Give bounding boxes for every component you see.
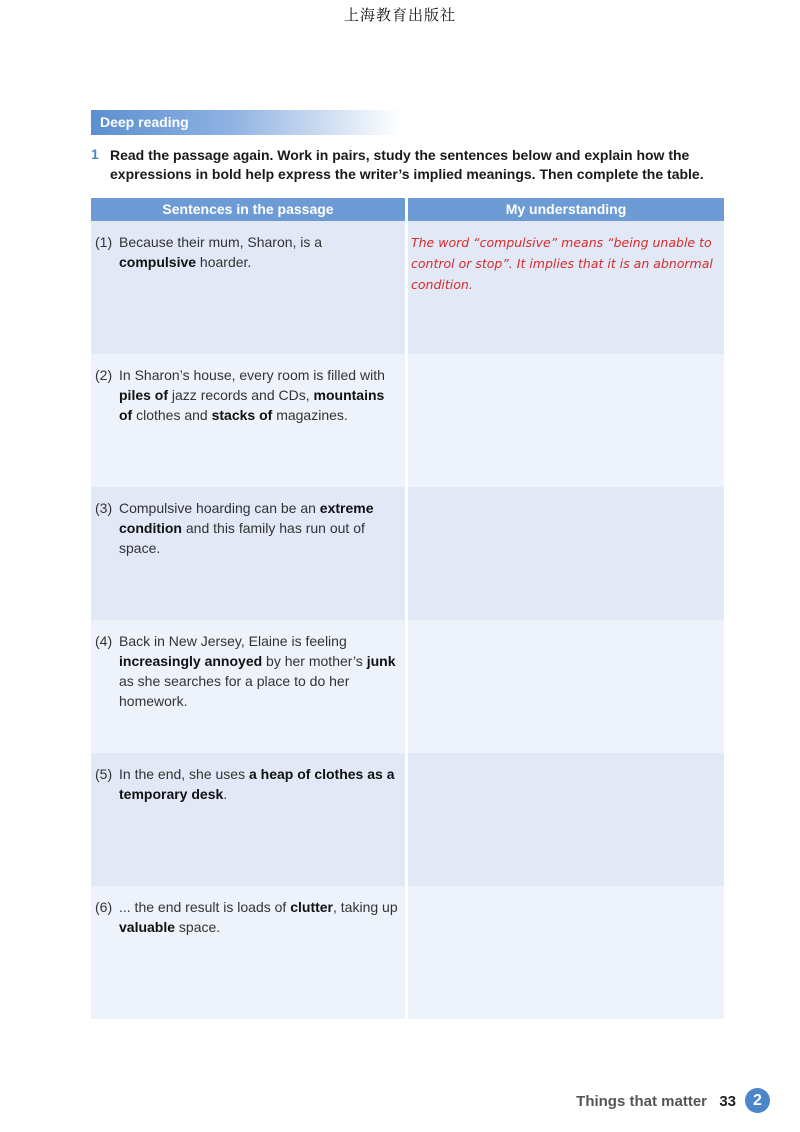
answer-text: The word “compulsive” means “being unable to control or stop”. It implies that it is an abnormal condition. xyxy=(411,235,713,292)
sentence-fragment: In the end, she uses xyxy=(119,766,249,782)
sentence-text xyxy=(119,365,401,487)
bold-expression: compulsive xyxy=(119,254,197,270)
bold-expression: a heap of clothes as a temporary desk xyxy=(119,766,395,802)
sentence-fragment: , taking up xyxy=(333,899,398,915)
header-sentences: Sentences in the passage xyxy=(91,198,405,221)
sentence-text xyxy=(119,631,401,753)
sentence-fragment: . xyxy=(223,786,228,802)
sentence-fragment: as she searches for a place to do her homework. xyxy=(119,673,350,709)
sentence-cell xyxy=(91,886,405,1019)
publisher-header: 上海教育出版社 xyxy=(343,6,456,24)
understanding-cell[interactable] xyxy=(408,886,724,1019)
understanding-cell[interactable] xyxy=(408,487,724,620)
table-row xyxy=(91,354,724,487)
row-number: (2) xyxy=(95,367,113,383)
section-banner xyxy=(91,110,401,135)
row-number: (5) xyxy=(95,766,113,782)
table-row xyxy=(91,620,724,753)
table-body xyxy=(91,221,724,1019)
bold-expression: clutter xyxy=(290,899,334,915)
instruction-text: Read the passage again. Work in pairs, study the sentences below and explain how the expressions in bold help express the writer’s implied meanings. Then complete the table. xyxy=(110,147,704,182)
sentence-table xyxy=(91,198,724,1019)
sentence-fragment: by her mother’s xyxy=(262,653,367,669)
sentence-fragment: and this family has run out of space. xyxy=(119,520,365,556)
sentence-fragment: In Sharon’s house, every room is filled with xyxy=(119,367,385,383)
understanding-cell[interactable] xyxy=(408,620,724,753)
sentence-text xyxy=(119,897,401,1019)
table-row xyxy=(91,221,724,354)
sentence-cell xyxy=(91,487,405,620)
bold-expression: piles of xyxy=(119,387,169,403)
instruction-number: 1 xyxy=(91,146,99,162)
row-number: (1) xyxy=(95,234,113,250)
sentence-text xyxy=(119,498,401,620)
sentence-fragment: Compulsive hoarding can be an xyxy=(119,500,320,516)
sentence-text xyxy=(119,232,401,354)
sentence-cell xyxy=(91,620,405,753)
page-footer xyxy=(520,1088,770,1118)
sentence-fragment: magazines. xyxy=(272,407,348,423)
sentence-cell xyxy=(91,354,405,487)
table-header xyxy=(91,198,724,221)
understanding-cell[interactable] xyxy=(408,221,724,354)
header-understanding: My understanding xyxy=(408,198,724,221)
unit-badge: 2 xyxy=(745,1088,770,1113)
sentence-fragment: space. xyxy=(175,919,221,935)
row-number: (4) xyxy=(95,633,113,649)
bold-expression: valuable xyxy=(119,919,176,935)
sentence-fragment: clothes and xyxy=(132,407,212,423)
bold-expression: mountains of xyxy=(119,387,385,423)
footer-title: Things that matter xyxy=(576,1093,707,1110)
sentence-fragment: Back in New Jersey, Elaine is feeling xyxy=(119,633,347,649)
bold-expression: increasingly annoyed xyxy=(119,653,263,669)
instruction xyxy=(91,146,731,184)
sentence-cell xyxy=(91,221,405,354)
sentence-fragment: Because their mum, Sharon, is a xyxy=(119,234,323,250)
understanding-cell[interactable] xyxy=(408,354,724,487)
bold-expression: stacks of xyxy=(211,407,273,423)
bold-expression: junk xyxy=(366,653,396,669)
row-number: (6) xyxy=(95,899,113,915)
table-row xyxy=(91,487,724,620)
table-row xyxy=(91,886,724,1019)
row-number: (3) xyxy=(95,500,113,516)
sentence-fragment: hoarder. xyxy=(196,254,252,270)
sentence-fragment: jazz records and CDs, xyxy=(168,387,314,403)
page-number: 33 xyxy=(719,1093,736,1110)
understanding-cell[interactable] xyxy=(408,753,724,886)
sentence-fragment: ... the end result is loads of xyxy=(119,899,291,915)
bold-expression: extreme condition xyxy=(119,500,374,536)
sentence-cell xyxy=(91,753,405,886)
table-row xyxy=(91,753,724,886)
sentence-text xyxy=(119,764,401,886)
section-title: Deep reading xyxy=(100,114,189,130)
